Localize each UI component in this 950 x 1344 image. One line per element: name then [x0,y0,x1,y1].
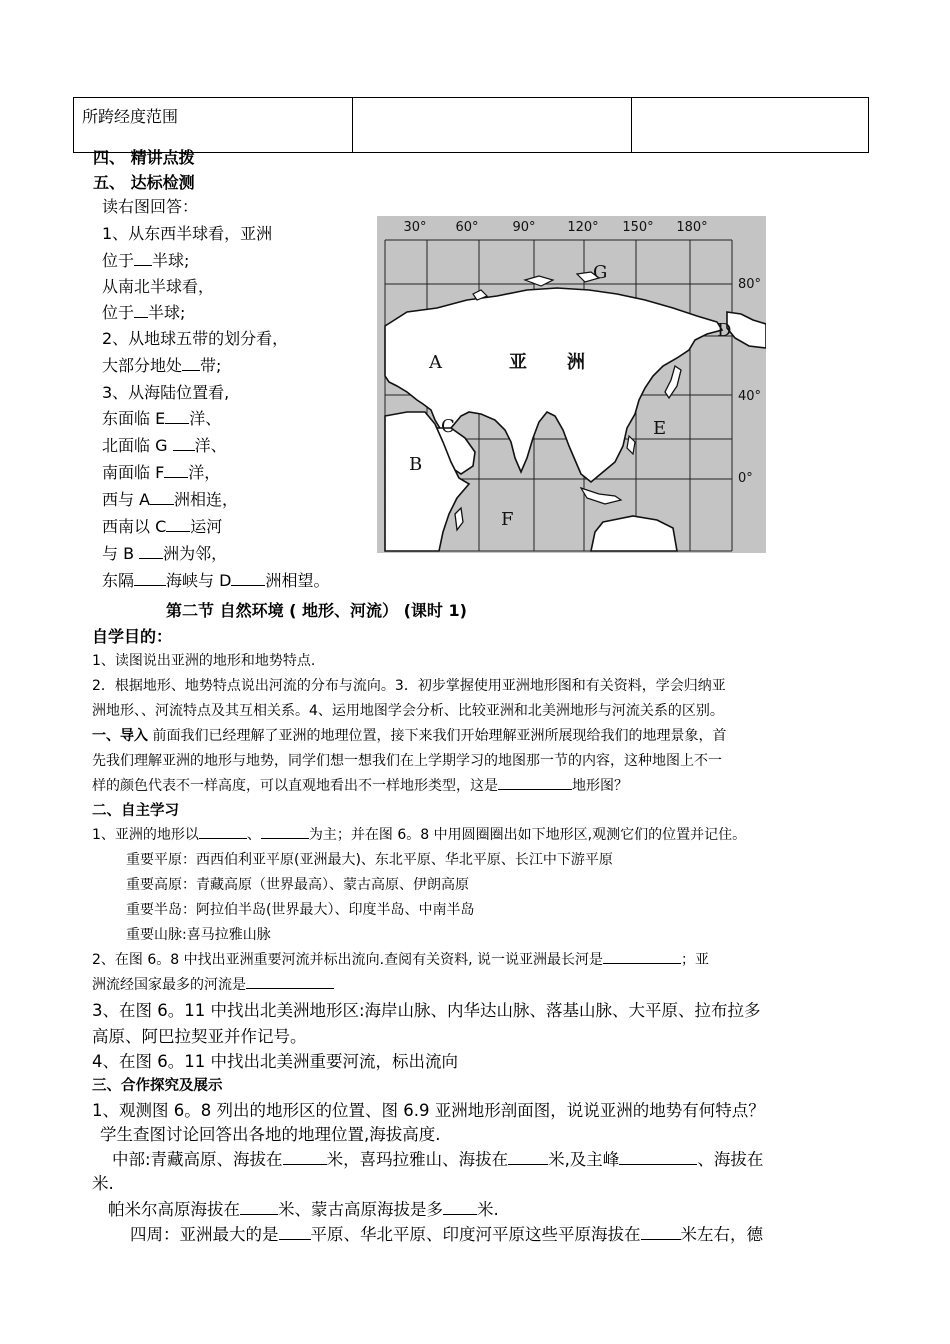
answer-blank[interactable] [508,1148,548,1166]
goal-1: 1、读图说出亚洲的地形和地势特点. [92,653,316,669]
quiz-q3-north: 北面临 G 洋、 [102,436,227,455]
quiz-q3-east: 东面临 E 洋、 [102,409,222,428]
letter-f: F [501,509,514,530]
study-mountains: 重要山脉:喜马拉雅山脉 [126,927,271,943]
answer-blank[interactable] [139,542,163,559]
answer-blank[interactable] [134,569,166,586]
goal-2b: 洲地形、、河流特点及其互相关系。4、运用地图学会分析、比较亚洲和北美洲地形与河流关系的区别。 [92,703,724,719]
answer-blank[interactable] [150,488,174,505]
coop-line-6: 四周：亚洲最大的是 平原、华北平原、印度河平原这些平原海拔在 米左右，德 [130,1221,763,1245]
quiz-q2b: 大部分地处 带; [102,356,222,375]
coop-line-3: 中部:青藏高原、海拔在 米，喜玛拉雅山、海拔在 米,及主峰 、海拔在 [112,1146,763,1170]
goal-2a: 2．根据地形、地势特点说出河流的分布与流向。3．初步掌握使用亚洲地形图和有关资料，学会归纳亚 [92,678,726,694]
lon-label: 150° [622,220,654,235]
coop-line-2: 学生查图讨论回答出各地的地理位置,海拔高度. [100,1125,441,1144]
letter-b: B [409,454,423,475]
answer-blank[interactable] [231,569,265,586]
coop-line-4: 米. [92,1174,114,1193]
quiz-q3-west: 西与 A 洲相连， [102,490,239,509]
study-q4: 4、在图 6。11 中找出北美洲重要河流，标出流向 [92,1052,458,1071]
study-plains: 重要平原：西西伯利亚平原(亚洲最大)、东北平原、华北平原、长江中下游平原 [126,852,613,868]
letter-a: A [429,352,442,373]
answer-blank[interactable] [166,515,190,532]
section-title: 第二节 自然环境 ( 地形、河流） (课时 1) [166,601,467,620]
lon-label: 180° [676,220,708,235]
answer-blank[interactable] [498,775,572,790]
answer-blank[interactable] [134,301,148,318]
quiz-q3-neighbor: 与 B 洲为邻， [102,544,228,563]
quiz-q3-southwest: 西南以 C 运河 [102,517,223,536]
quiz-q3-strait: 东隔 海峡与 D 洲相望。 [102,571,330,590]
answer-blank[interactable] [199,824,247,839]
letter-d: D [717,320,732,341]
table-cell-empty[interactable] [632,98,869,153]
study-q3b: 高原、阿巴拉契亚并作记号。 [92,1027,307,1046]
answer-blank[interactable] [641,1223,681,1241]
self-study-heading: 二、自主学习 [92,803,179,819]
coop-line-5: 帕米尔高原海拔在 米、蒙古高原海拔是多 米. [108,1196,499,1220]
study-q1: 1、亚洲的地形以 、 为主；并在图 6。8 中用圆圈圈出如下地形区,观测它们的位置并记住。 [92,824,746,844]
intro-line-1: 一、导入 前面我们已经理解了亚洲的地理位置，接下来我们开始理解亚洲所展现给我们的地理景象，首 [92,728,727,744]
coop-q1: 1、观测图 6。8 列出的地形区的位置、图 6.9 亚洲地形剖面图，说说亚洲的地势有何特点？ [92,1101,765,1120]
answer-blank[interactable] [164,461,188,478]
quiz-intro: 读右图回答： [102,197,199,216]
letter-e: E [653,418,667,439]
answer-blank[interactable] [283,1148,327,1166]
lat-label: 40° [738,389,762,404]
answer-blank[interactable] [182,354,200,371]
section-5-heading: 五、 达标检测 [93,173,195,192]
answer-blank[interactable] [279,1223,311,1241]
letter-c: C [441,416,455,437]
intro-line-3: 样的颜色代表不一样高度，可以直观地看出不一样地形类型，这是 地形图？ [92,775,628,795]
study-plateaus: 重要高原：青藏高原（世界最高）、蒙古高原、伊朗高原 [126,877,469,893]
quiz-q2a: 2、从地球五带的划分看， [102,329,289,348]
answer-blank[interactable] [240,1198,278,1216]
intro-line-2: 先我们理解亚洲的地形与地势，同学们想一想我们在上学期学习的地图那一节的内容，这种地图上不一 [92,753,722,769]
answer-blank[interactable] [165,407,189,424]
asia-map-svg [377,216,766,553]
quiz-q1b: 位于 半球; [102,251,190,270]
table-row-label: 所跨经度范围 [74,98,353,153]
lat-label: 80° [738,277,762,292]
study-q3a: 3、在图 6。11 中找出北美洲地形区:海岸山脉、内华达山脉、落基山脉、大平原、拉布拉多 [92,1001,761,1020]
answer-blank[interactable] [619,1148,697,1166]
study-q2b: 洲流经国家最多的河流是 [92,974,334,994]
quiz-q1d: 位于 半球; [102,303,186,322]
coop-heading: 三、合作探究及展示 [92,1078,223,1094]
asia-location-map [377,216,766,553]
table-cell-empty[interactable] [353,98,632,153]
quiz-q3-south: 南面临 F 洋， [102,463,221,482]
answer-blank[interactable] [603,949,681,964]
asia-label-char: 亚 [509,352,527,373]
answer-blank[interactable] [134,249,152,266]
lon-label: 60° [455,220,479,235]
lon-label: 120° [567,220,599,235]
answer-blank[interactable] [246,974,334,989]
lat-label: 0° [738,471,753,486]
study-peninsulas: 重要半岛：阿拉伯半岛(世界最大）、印度半岛、中南半岛 [126,902,475,918]
lon-label: 30° [403,220,427,235]
goals-heading: 自学目的： [92,627,173,646]
answer-blank[interactable] [261,824,309,839]
letter-g: G [593,262,608,283]
study-q2a: 2、在图 6。8 中找出亚洲重要河流并标出流向.查阅有关资料, 说一说亚洲最长河是 ；亚 [92,949,709,969]
answer-blank[interactable] [443,1198,477,1216]
quiz-q3a: 3、从海陆位置看, [102,383,230,402]
asia-label-char: 洲 [567,352,585,373]
quiz-q1a: 1、从东西半球看，亚洲 [102,224,273,243]
answer-blank[interactable] [173,434,195,451]
lon-label: 90° [512,220,536,235]
section-4-heading: 四、 精讲点拨 [93,148,195,167]
quiz-q1c: 从南北半球看， [102,277,215,296]
